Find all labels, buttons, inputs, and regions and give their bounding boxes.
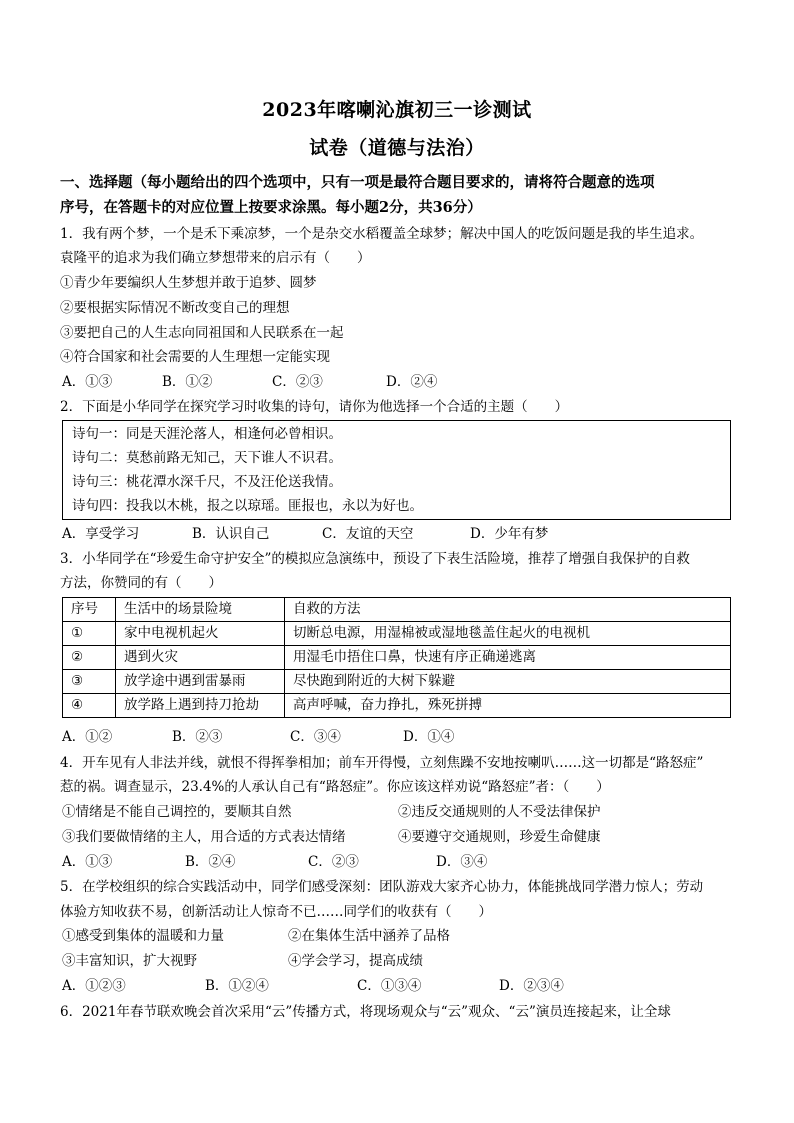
q1-statement-1: ①青少年要编织人生梦想并敢于追梦、圆梦 — [60, 275, 317, 291]
table-cell: ④ — [63, 694, 116, 718]
q2-stem: 2．下面是小华同学在探究学习时收集的诗句，请你为他选择一个合适的主题（ ） — [60, 399, 569, 415]
q1-statement-3: ③要把自己的人生志向同祖国和人民联系在一起 — [60, 325, 344, 341]
table-cell: ② — [63, 646, 116, 670]
q3-option-b: B．②③ — [172, 729, 223, 745]
table-cell: 遇到火灾 — [116, 646, 285, 670]
table-cell: ③ — [63, 670, 116, 694]
q2-poem-box — [62, 420, 731, 520]
table-cell: ① — [63, 622, 116, 646]
q3-stem-line1: 3．小华同学在“珍爱生命守护安全”的模拟应急演练中，预设了下表生活险境，推荐了增强自我保护的自救 — [60, 551, 690, 567]
table-row — [63, 694, 731, 718]
q2-poem-3: 诗句三：桃花潭水深千尺，不及汪伦送我情。 — [72, 474, 342, 490]
table-row — [63, 646, 731, 670]
q3-option-a: A．①② — [62, 729, 113, 745]
table-header-cell: 自救的方法 — [285, 598, 731, 622]
q1-option-c: C．②③ — [272, 374, 323, 390]
q4-statement-3: ③我们要做情绪的主人，用合适的方式表达情绪 — [62, 829, 346, 845]
section-heading-line1: 一、选择题（每小题给出的四个选项中，只有一项是最符合题目要求的，请将符合题意的选项 — [60, 174, 655, 191]
table-row — [63, 670, 731, 694]
q4-statement-4: ④要遵守交通规则，珍爱生命健康 — [398, 829, 601, 845]
table-header-row — [63, 598, 731, 622]
q5-option-b: B．①②④ — [205, 978, 269, 994]
q2-option-d: D．少年有梦 — [470, 526, 549, 542]
q4-statement-1: ①情绪是不能自己调控的，要顺其自然 — [62, 804, 292, 820]
q5-option-d: D．②③④ — [499, 978, 564, 994]
q3-option-c: C．③④ — [290, 729, 341, 745]
exam-title: 2023年喀喇沁旗初三一诊测试 — [262, 99, 532, 121]
q4-stem-line1: 4．开车见有人非法并线，就恨不得挥拳相加；前车开得慢，立刻焦躁不安地按喇叭……这一切都是“路怒症” — [60, 755, 704, 771]
table-cell: 高声呼喊，奋力挣扎，殊死拼搏 — [285, 694, 731, 718]
q5-stem-line2: 体验方知收获不易，创新活动让人惊奇不已……同学们的收获有（ ） — [60, 904, 492, 920]
section-heading-line2: 序号，在答题卡的对应位置上按要求涂黑。每小题2分，共36分） — [60, 199, 482, 216]
table-row — [63, 622, 731, 646]
q1-option-d: D．②④ — [386, 374, 438, 390]
exam-subtitle: 试卷（道德与法治） — [309, 137, 485, 159]
table-cell: 切断总电源，用湿棉被或湿地毯盖住起火的电视机 — [285, 622, 731, 646]
q1-stem-line2: 袁隆平的追求为我们确立梦想带来的启示有（ ） — [60, 250, 371, 266]
q1-option-a: A．①③ — [62, 374, 113, 390]
q2-option-b: B．认识自己 — [192, 526, 270, 542]
q2-poem-2: 诗句二：莫愁前路无知己，天下谁人不识君。 — [72, 450, 342, 466]
table-cell: 放学途中遇到雷暴雨 — [116, 670, 285, 694]
q5-statement-3: ③丰富知识，扩大视野 — [62, 953, 197, 969]
q4-statement-2: ②违反交通规则的人不受法律保护 — [398, 804, 601, 820]
q3-option-d: D．①④ — [403, 729, 455, 745]
q4-option-a: A．①③ — [62, 854, 113, 870]
q5-stem-line1: 5．在学校组织的综合实践活动中，同学们感受深刻：团队游戏大家齐心协力，体能挑战同学潜力惊人；劳动 — [60, 879, 704, 895]
q5-option-a: A．①②③ — [62, 978, 126, 994]
q1-statement-4: ④符合国家和社会需要的人生理想一定能实现 — [60, 349, 330, 365]
table-cell: 家中电视机起火 — [116, 622, 285, 646]
q3-stem-line2: 方法，你赞同的有（ ） — [60, 575, 222, 591]
q2-option-a: A．享受学习 — [62, 526, 140, 542]
q5-option-c: C．①③④ — [357, 978, 422, 994]
q4-option-b: B．②④ — [185, 854, 236, 870]
table-cell: 放学路上遇到持刀抢劫 — [116, 694, 285, 718]
q1-option-b: B．①② — [162, 374, 213, 390]
q2-poem-1: 诗句一：同是天涯沦落人，相逢何必曾相识。 — [72, 426, 342, 442]
q3-safety-table — [62, 597, 731, 718]
table-cell: 尽快跑到附近的大树下躲避 — [285, 670, 731, 694]
q5-statement-4: ④学会学习，提高成绩 — [288, 953, 423, 969]
table-header-cell: 生活中的场景险境 — [116, 598, 285, 622]
q5-statement-2: ②在集体生活中涵养了品格 — [288, 928, 450, 944]
table-header-cell: 序号 — [63, 598, 116, 622]
q6-stem-line1: 6．2021年春节联欢晚会首次采用“云”传播方式，将现场观众与“云”观众、“云”演员连接起来，让全球 — [60, 1004, 671, 1020]
q1-stem-line1: 1．我有两个梦，一个是禾下乘凉梦，一个是杂交水稻覆盖全球梦；解决中国人的吃饭问题是我的毕生追求。 — [60, 226, 704, 242]
q4-option-d: D．③④ — [436, 854, 488, 870]
q1-statement-2: ②要根据实际情况不断改变自己的理想 — [60, 300, 290, 316]
q4-stem-line2: 惹的祸。调查显示，23.4%的人承认自己有“路怒症”。你应该这样劝说“路怒症”者：（ ） — [60, 779, 610, 795]
q4-option-c: C．②③ — [308, 854, 359, 870]
q2-poem-4: 诗句四：投我以木桃，报之以琼瑶。匪报也，永以为好也。 — [72, 498, 423, 514]
q2-option-c: C．友谊的天空 — [322, 526, 414, 542]
table-cell: 用湿毛巾捂住口鼻，快速有序正确递逃离 — [285, 646, 731, 670]
q5-statement-1: ①感受到集体的温暖和力量 — [62, 928, 224, 944]
